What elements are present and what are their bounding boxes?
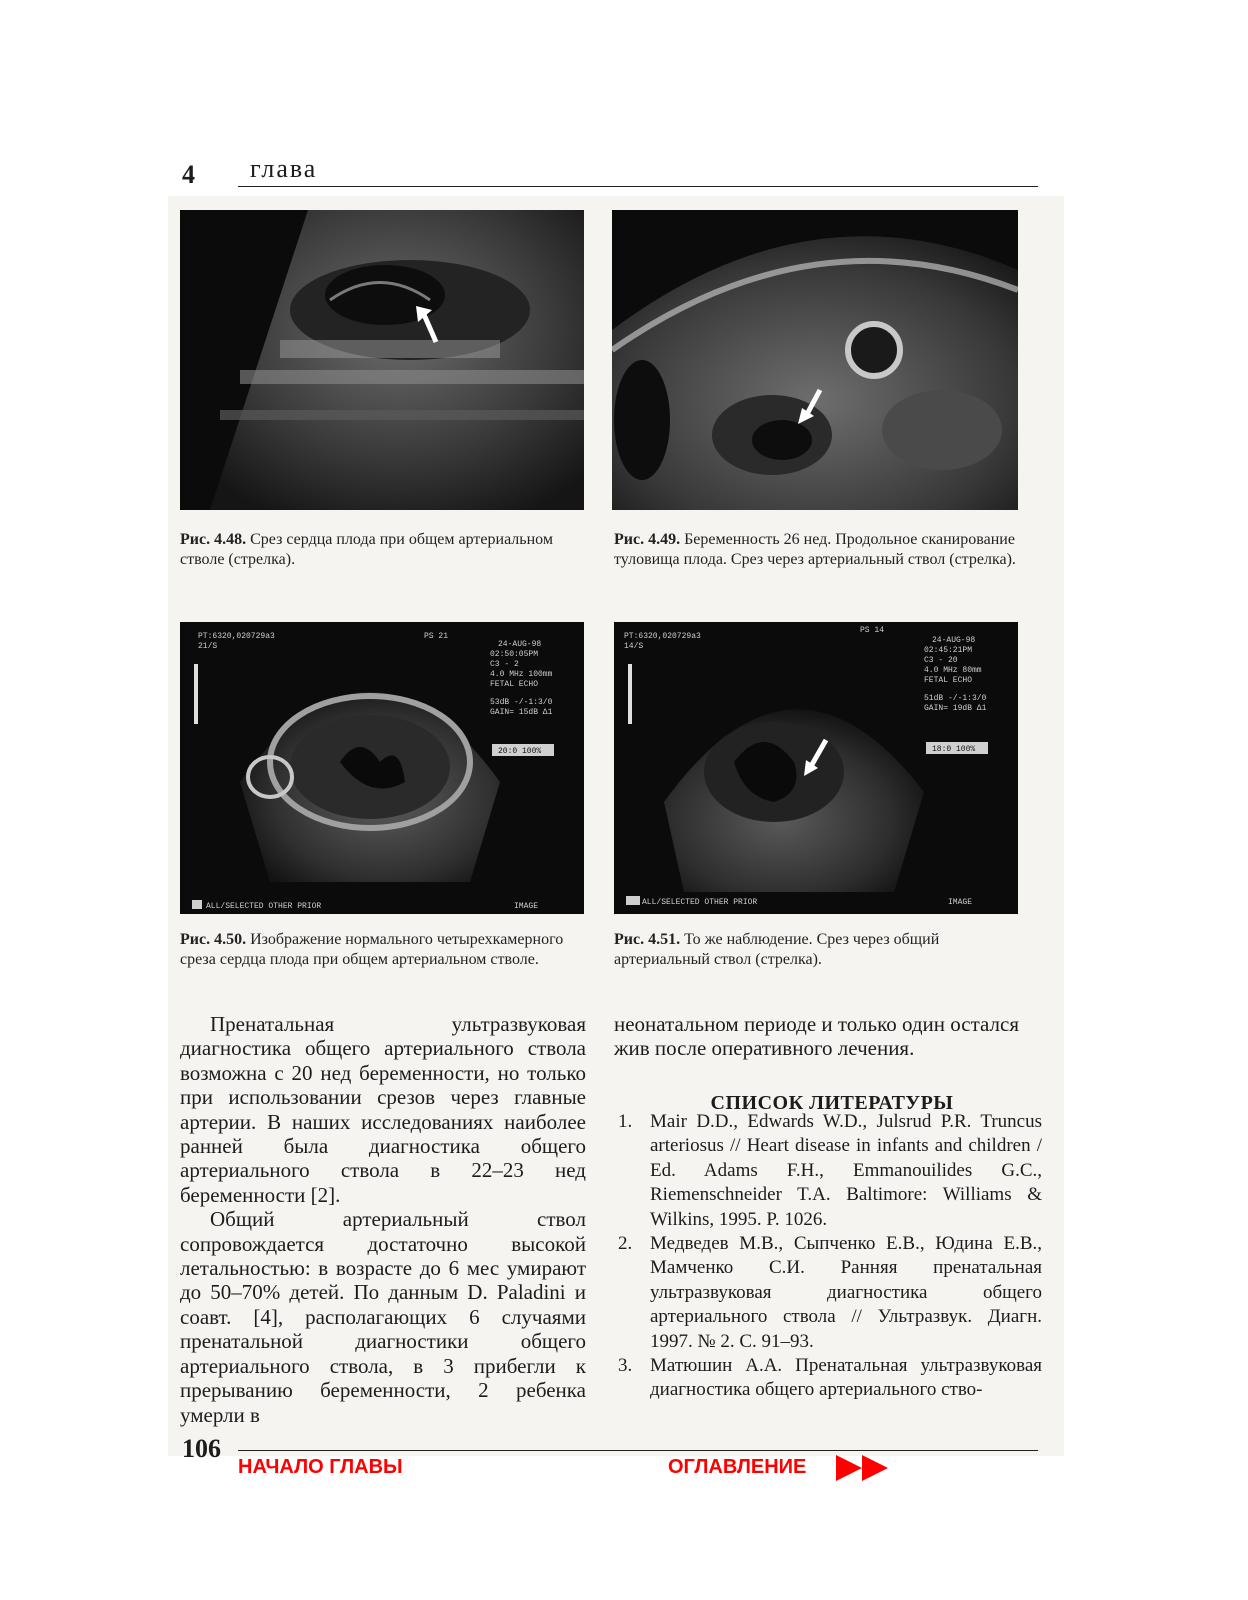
us-db: 51dB -/-1:3/0 bbox=[924, 694, 987, 703]
reference-text: Mair D.D., Edwards W.D., Julsrud P.R. Truncus arteriosus // Heart disease in infants and children / Ed. Adams F.H., Emmanouilides G.C., Riemenschneider T.A. Baltimore: Williams & Wilkins, 1995. P. 1026. bbox=[650, 1111, 1042, 1230]
us-bottom-right: IMAGE bbox=[514, 902, 539, 911]
us-patient-id: PT:6320,020729a3 bbox=[198, 632, 275, 641]
us-date: 24-AUG-98 bbox=[932, 636, 976, 645]
us-bottom-left: ALL/SELECTED OTHER PRIOR bbox=[642, 898, 758, 907]
figure-caption-4-49 bbox=[614, 530, 1018, 570]
header-rule bbox=[238, 186, 1038, 187]
us-box: 18:0 100% bbox=[932, 745, 976, 754]
caption-text: Беременность 26 нед. Продольное сканирование туловища плода. Срез через артериальный ствол (стрелка). bbox=[614, 531, 1016, 568]
body-paragraph: неонатальном периоде и только один остался жив после оперативного лечения. bbox=[614, 1012, 1019, 1061]
figure-caption-4-48 bbox=[180, 530, 585, 570]
reference-item bbox=[618, 1110, 1042, 1232]
figure-caption-4-50 bbox=[180, 930, 585, 970]
us-time: 02:45:21PM bbox=[924, 646, 973, 655]
chapter-heading: глава bbox=[250, 154, 318, 183]
page-number: 106 bbox=[182, 1434, 221, 1463]
caption-label: Рис. 4.49. bbox=[614, 531, 681, 548]
caption-text: Изображение нормального четырехкамерного среза сердца плода при общем артериальном стволе. bbox=[180, 931, 564, 968]
body-paragraph: Общий артериальный ствол сопровождается достаточно высокой летальностью: в возрасте до 6 мес умирают до 50–70% детей. По данным D. Paladini и соавт. [4], располагающих 6 случаями пренатальной диагностики общего артериального ствола, в 3 прибегли к прерыванию беременности, 2 ребенка умерли в bbox=[180, 1207, 586, 1427]
caption-label: Рис. 4.50. bbox=[180, 931, 247, 948]
body-column-left bbox=[180, 1012, 586, 1427]
reference-text: Матюшин А.А. Пренатальная ультразвуковая диагностика общего артериального ство- bbox=[650, 1355, 1042, 1401]
references-title: СПИСОК ЛИТЕРАТУРЫ bbox=[710, 1092, 954, 1114]
figure-4-51-ultrasound bbox=[614, 622, 1018, 914]
reference-item bbox=[618, 1232, 1042, 1354]
caption-label: Рис. 4.48. bbox=[180, 531, 247, 548]
figure-4-50-ultrasound bbox=[180, 622, 584, 914]
us-probe: C3 - 20 bbox=[924, 656, 958, 665]
nav-chapter-start-link[interactable]: НАЧАЛО ГЛАВЫ bbox=[238, 1456, 403, 1478]
references-list bbox=[618, 1110, 1042, 1403]
us-mode: FETAL ECHO bbox=[924, 676, 973, 685]
us-frequency: 4.0 MHz 100mm bbox=[490, 670, 553, 679]
reference-number: 2. bbox=[618, 1233, 633, 1255]
footer-rule bbox=[238, 1450, 1038, 1451]
us-bottom-right: IMAGE bbox=[948, 898, 973, 907]
forward-arrows-icon[interactable] bbox=[836, 1455, 890, 1481]
us-ps: PS 21 bbox=[424, 632, 449, 641]
us-box: 20:0 100% bbox=[498, 747, 542, 756]
nav-contents-link[interactable]: ОГЛАВЛЕНИЕ bbox=[668, 1456, 807, 1478]
reference-number: 1. bbox=[618, 1111, 633, 1132]
reference-item bbox=[618, 1354, 1042, 1403]
figure-4-49-ultrasound bbox=[612, 210, 1018, 510]
body-paragraph: Пренатальная ультразвуковая диагностика общего артериального ствола возможна с 20 нед беременности, но только при использовании срезов через главные артерии. В наших исследованиях наиболее ранней была диагностика общего артериального ствола в 22–23 нед беременности [2]. bbox=[180, 1012, 586, 1207]
figure-caption-4-51 bbox=[614, 930, 1018, 970]
us-bottom-left: ALL/SELECTED OTHER PRIOR bbox=[206, 902, 322, 911]
caption-text: Срез сердца плода при общем артериальном стволе (стрелка). bbox=[180, 531, 553, 568]
reference-number: 3. bbox=[618, 1355, 633, 1377]
us-ps: PS 14 bbox=[860, 626, 885, 635]
caption-text: То же наблюдение. Срез через общий артериальный ствол (стрелка). bbox=[614, 931, 940, 968]
us-frequency: 4.0 MHz 80mm bbox=[924, 666, 982, 675]
body-column-right bbox=[614, 1012, 1019, 1061]
us-scan-num: 14/S bbox=[624, 642, 644, 651]
chapter-number: 4 bbox=[182, 160, 195, 189]
caption-label: Рис. 4.51. bbox=[614, 931, 681, 948]
us-db: 53dB -/-1:3/0 bbox=[490, 698, 553, 707]
us-date: 24-AUG-98 bbox=[498, 640, 542, 649]
us-gain: GAIN= 15dB ∆1 bbox=[490, 708, 553, 717]
us-mode: FETAL ECHO bbox=[490, 680, 539, 689]
figure-4-48-ultrasound bbox=[180, 210, 584, 510]
us-patient-id: PT:6320,020729a3 bbox=[624, 632, 701, 641]
us-gain: GAIN= 19dB ∆1 bbox=[924, 704, 987, 713]
us-scan-num: 21/S bbox=[198, 642, 218, 651]
us-time: 02:50:05PM bbox=[490, 650, 539, 659]
reference-text: Медведев М.В., Сыпченко Е.В., Юдина Е.В., Мамченко С.И. Ранняя пренатальная ультразвуковая диагностика общего артериального ствола // Ультразвук. Диагн. 1997. № 2. С. 91–93. bbox=[650, 1233, 1042, 1352]
us-probe: C3 - 2 bbox=[490, 660, 519, 669]
